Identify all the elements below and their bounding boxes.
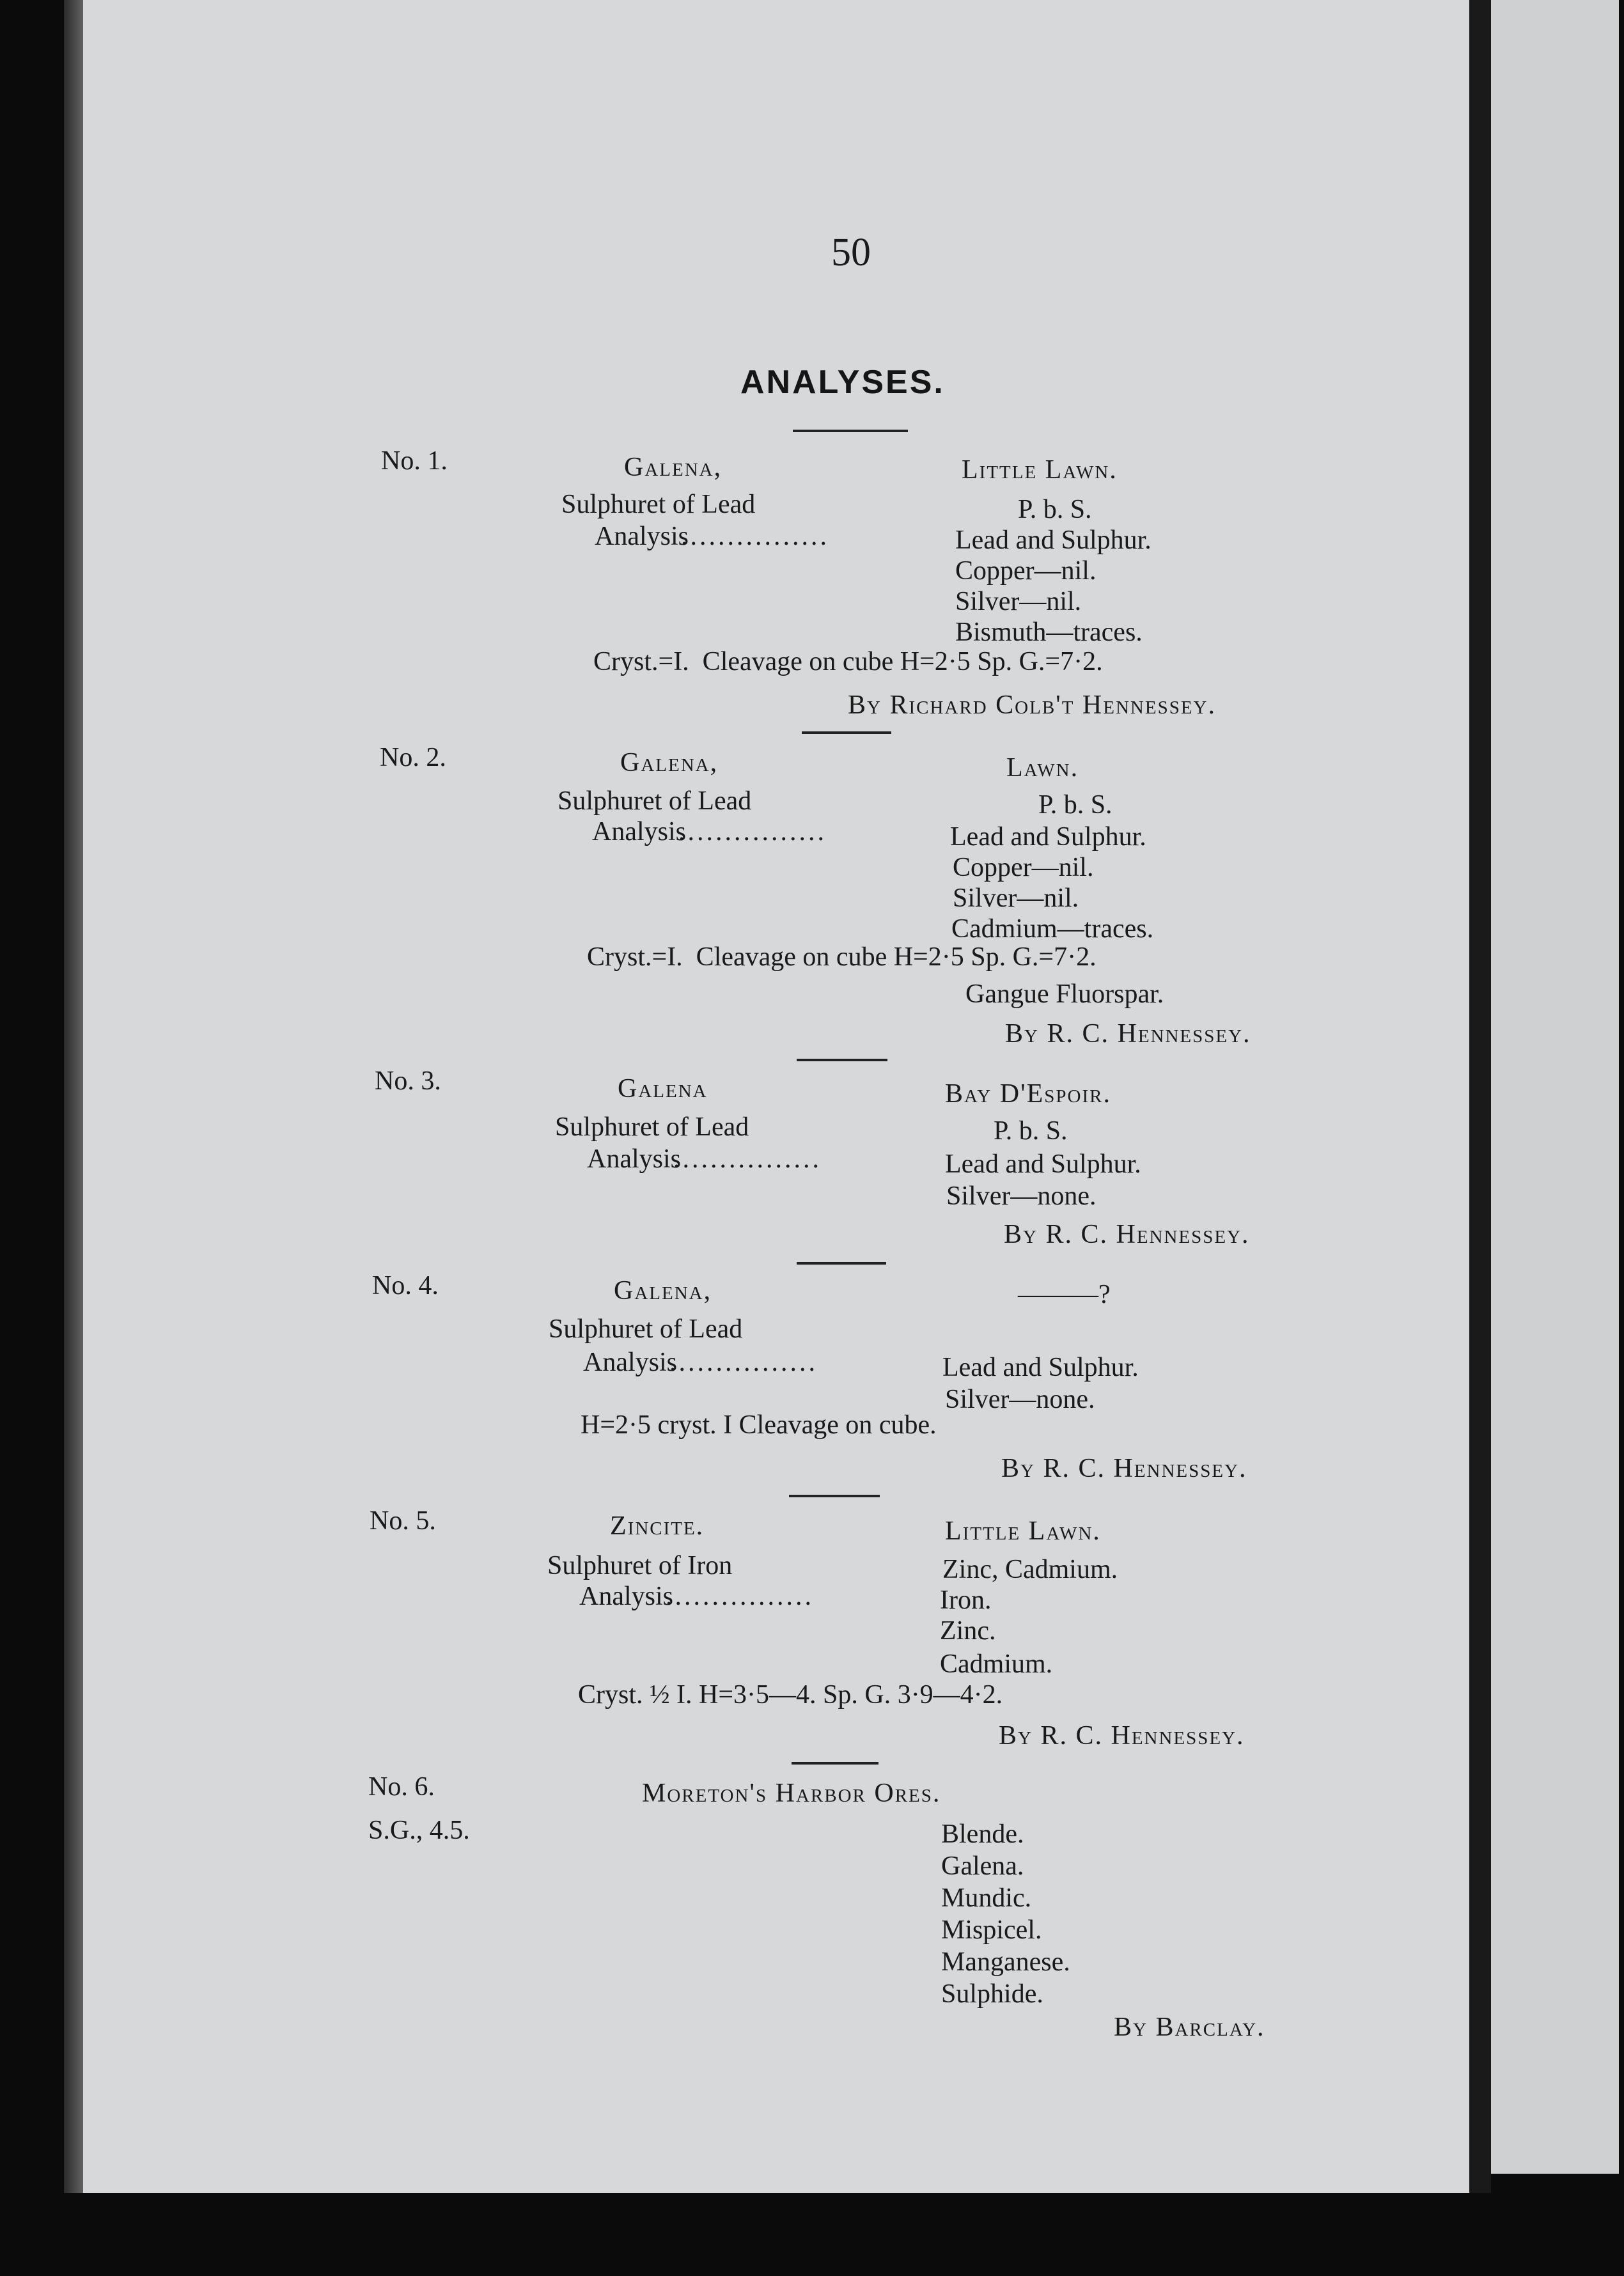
chemical-formula: P. b. S. <box>994 1116 1068 1146</box>
entry-number: No. 2. <box>380 743 446 772</box>
ore-item: Sulphide. <box>941 1979 1043 2009</box>
analysis-label: Analysis <box>592 817 686 846</box>
section-rule <box>797 1262 886 1265</box>
analysis-result: Silver—nil. <box>953 884 1079 913</box>
entry-number: No. 3. <box>375 1066 441 1096</box>
entry-number: No. 4. <box>372 1271 439 1300</box>
leader-dots: ................ <box>681 522 829 551</box>
section-rule <box>802 731 891 734</box>
locality: Little Lawn. <box>962 455 1118 485</box>
specific-gravity: S.G., 4.5. <box>368 1816 470 1845</box>
locality: Little Lawn. <box>945 1516 1101 1546</box>
mineral-subtitle: Sulphuret of Iron <box>547 1551 733 1580</box>
analyst-credit: By R. C. Hennessey. <box>1004 1220 1250 1249</box>
mineral-name: Galena, <box>620 748 719 777</box>
page-number: 50 <box>831 231 871 274</box>
analysis-result: Lead and Sulphur. <box>950 822 1146 852</box>
analysis-label: Analysis <box>579 1582 673 1611</box>
locality: Lawn. <box>1006 753 1079 783</box>
analyst-credit: By R. C. Hennessey. <box>999 1721 1245 1750</box>
analyst-credit: By R. C. Hennessey. <box>1005 1019 1251 1048</box>
analysis-result: Cadmium. <box>940 1649 1053 1679</box>
locality: ———? <box>1018 1280 1111 1309</box>
analysis-result: Lead and Sulphur. <box>955 526 1152 555</box>
mineral-name: Zincite. <box>610 1511 705 1541</box>
crystal-note: Cryst.=I. Cleavage on cube H=2·5 Sp. G.=7·2. <box>587 942 1097 972</box>
analysis-result: Silver—none. <box>946 1181 1097 1211</box>
entry-number: No. 1. <box>381 446 448 476</box>
ore-item: Mundic. <box>941 1883 1032 1913</box>
section-rule <box>792 1762 878 1765</box>
analysis-result: Bismuth—traces. <box>955 618 1143 647</box>
leader-dots: ................ <box>673 1144 822 1174</box>
ores-heading: Moreton's Harbor Ores. <box>642 1779 941 1808</box>
analysis-label: Analysis <box>583 1348 677 1377</box>
mineral-subtitle: Sulphuret of Lead <box>549 1314 743 1344</box>
analysis-result: Zinc. <box>940 1616 996 1646</box>
chemical-formula: P. b. S. <box>1038 790 1113 820</box>
analyst-credit: By Richard Colb't Hennessey. <box>848 690 1216 720</box>
leader-dots: ................ <box>669 1348 818 1377</box>
chemical-formula: Zinc, Cadmium. <box>942 1555 1118 1584</box>
ore-item: Mispicel. <box>941 1915 1042 1945</box>
mineral-subtitle: Sulphuret of Lead <box>555 1112 749 1142</box>
mineral-subtitle: Sulphuret of Lead <box>558 786 752 816</box>
analysis-result: Silver—none. <box>945 1385 1095 1414</box>
analysis-result: Iron. <box>940 1586 992 1615</box>
analysis-label: Analysis <box>595 522 689 551</box>
analysis-label: Analysis <box>587 1144 681 1174</box>
mineral-name: Galena, <box>624 453 722 482</box>
analyst-credit: By R. C. Hennessey. <box>1001 1454 1247 1483</box>
crystal-note: H=2·5 cryst. I Cleavage on cube. <box>581 1410 937 1440</box>
page-gutter <box>1469 0 1491 2193</box>
analysis-result: Copper—nil. <box>953 853 1094 882</box>
entry-number: No. 5. <box>370 1506 436 1536</box>
facing-page-edge <box>1491 0 1619 2174</box>
analysis-result: Lead and Sulphur. <box>945 1150 1141 1179</box>
leader-dots: ................ <box>678 817 827 846</box>
entry-number: No. 6. <box>368 1772 435 1802</box>
section-rule <box>789 1495 880 1497</box>
crystal-note: Cryst.=I. Cleavage on cube H=2·5 Sp. G.=7·2. <box>593 647 1103 676</box>
mineral-name: Galena <box>618 1074 708 1103</box>
leader-dots: ................ <box>666 1582 814 1611</box>
analysis-result: Silver—nil. <box>955 587 1082 616</box>
crystal-note: Cryst. ½ I. H=3·5—4. Sp. G. 3·9—4·2. <box>578 1680 1003 1710</box>
ore-item: Galena. <box>941 1851 1024 1881</box>
page-title: ANALYSES. <box>740 364 945 401</box>
section-rule <box>797 1059 887 1061</box>
gangue-note: Gangue Fluorspar. <box>965 979 1164 1009</box>
mineral-subtitle: Sulphuret of Lead <box>561 490 756 519</box>
analysis-result: Cadmium—traces. <box>951 914 1154 944</box>
analyst-credit: By Barclay. <box>1114 2013 1265 2042</box>
title-rule <box>793 430 908 432</box>
locality: Bay D'Espoir. <box>945 1079 1111 1109</box>
analysis-result: Copper—nil. <box>955 556 1097 586</box>
ore-item: Blende. <box>941 1820 1024 1849</box>
mineral-name: Galena, <box>614 1276 712 1306</box>
ore-item: Manganese. <box>941 1947 1070 1977</box>
book-page <box>83 0 1469 2193</box>
analysis-result: Lead and Sulphur. <box>942 1353 1139 1382</box>
chemical-formula: P. b. S. <box>1018 495 1092 524</box>
